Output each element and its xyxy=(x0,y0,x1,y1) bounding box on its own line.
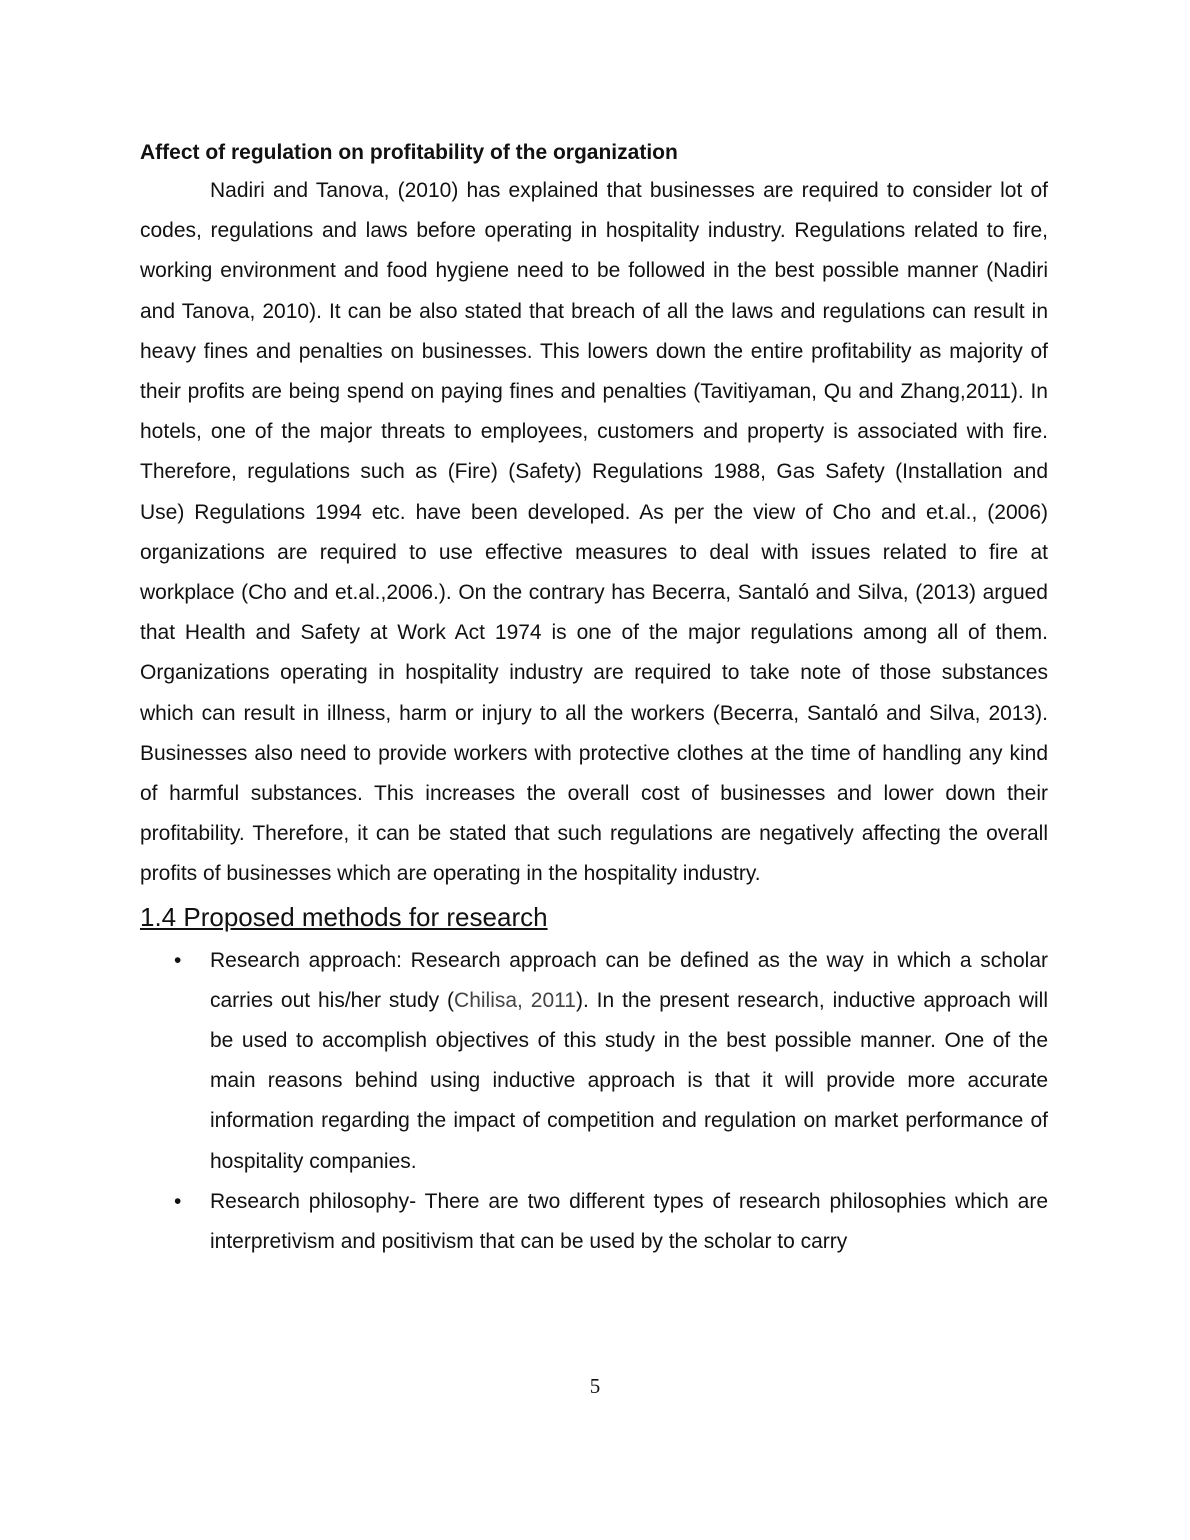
methods-heading: 1.4 Proposed methods for research xyxy=(140,901,548,932)
page-number: 5 xyxy=(589,1374,601,1398)
list-item-text: Research approach: Research approach can be defined as the way in which a scholar carries out his/her study ( xyxy=(210,948,1048,1012)
list-item-text: ). In the present research, inductive approach will be used to accomplish objectives of this study in the best possible manner. One of the main reasons behind using inductive approach is that it will provide more accurate information regarding the impact of competition and regulation on market performance of hospitality companies. xyxy=(210,988,1048,1173)
citation: Chilisa, 2011 xyxy=(454,988,576,1012)
bullet-icon: • xyxy=(174,1189,182,1213)
list-item-research-philosophy xyxy=(140,1182,1048,1262)
document-page xyxy=(140,138,1048,1262)
methods-list xyxy=(140,941,1048,1263)
body-paragraph: Nadiri and Tanova, (2010) has explained that businesses are required to consider lot of codes, regulations and laws before operating in hospitality industry. Regulations related to fire, working environment and food hygiene need to be followed in the best possible manner (Nadiri and Tanova, 2010). It can be also stated that breach of all the laws and regulations can result in heavy fines and penalties on businesses. This lowers down the entire profitability as majority of their profits are being spend on paying fines and penalties (Tavitiyaman, Qu and Zhang,2011). In hotels, one of the major threats to employees, customers and property is associated with fire. Therefore, regulations such as (Fire) (Safety) Regulations 1988, Gas Safety (Installation and Use) Regulations 1994 etc. have been developed. As per the view of Cho and et.al., (2006) organizations are required to use effective measures to deal with issues related to fire at workplace (Cho and et.al.,2006.). On the contrary has Becerra, Santaló and Silva, (2013) argued that Health and Safety at Work Act 1974 is one of the major regulations among all of them. Organizations operating in hospitality industry are required to take note of those substances which can result in illness, harm or injury to all the workers (Becerra, Santaló and Silva, 2013). Businesses also need to provide workers with protective clothes at the time of handling any kind of harmful substances. This increases the overall cost of businesses and lower down their profitability. Therefore, it can be stated that such regulations are negatively affecting the overall profits of businesses which are operating in the hospitality industry. xyxy=(140,179,1048,886)
list-item-text: Research philosophy- There are two different types of research philosophies which are interpretivism and positivism that can be used by the scholar to carry xyxy=(210,1189,1048,1254)
list-item-research-approach xyxy=(140,941,1048,1182)
bullet-icon: • xyxy=(174,948,182,972)
section-heading: Affect of regulation on profitability of the organization xyxy=(140,141,678,164)
